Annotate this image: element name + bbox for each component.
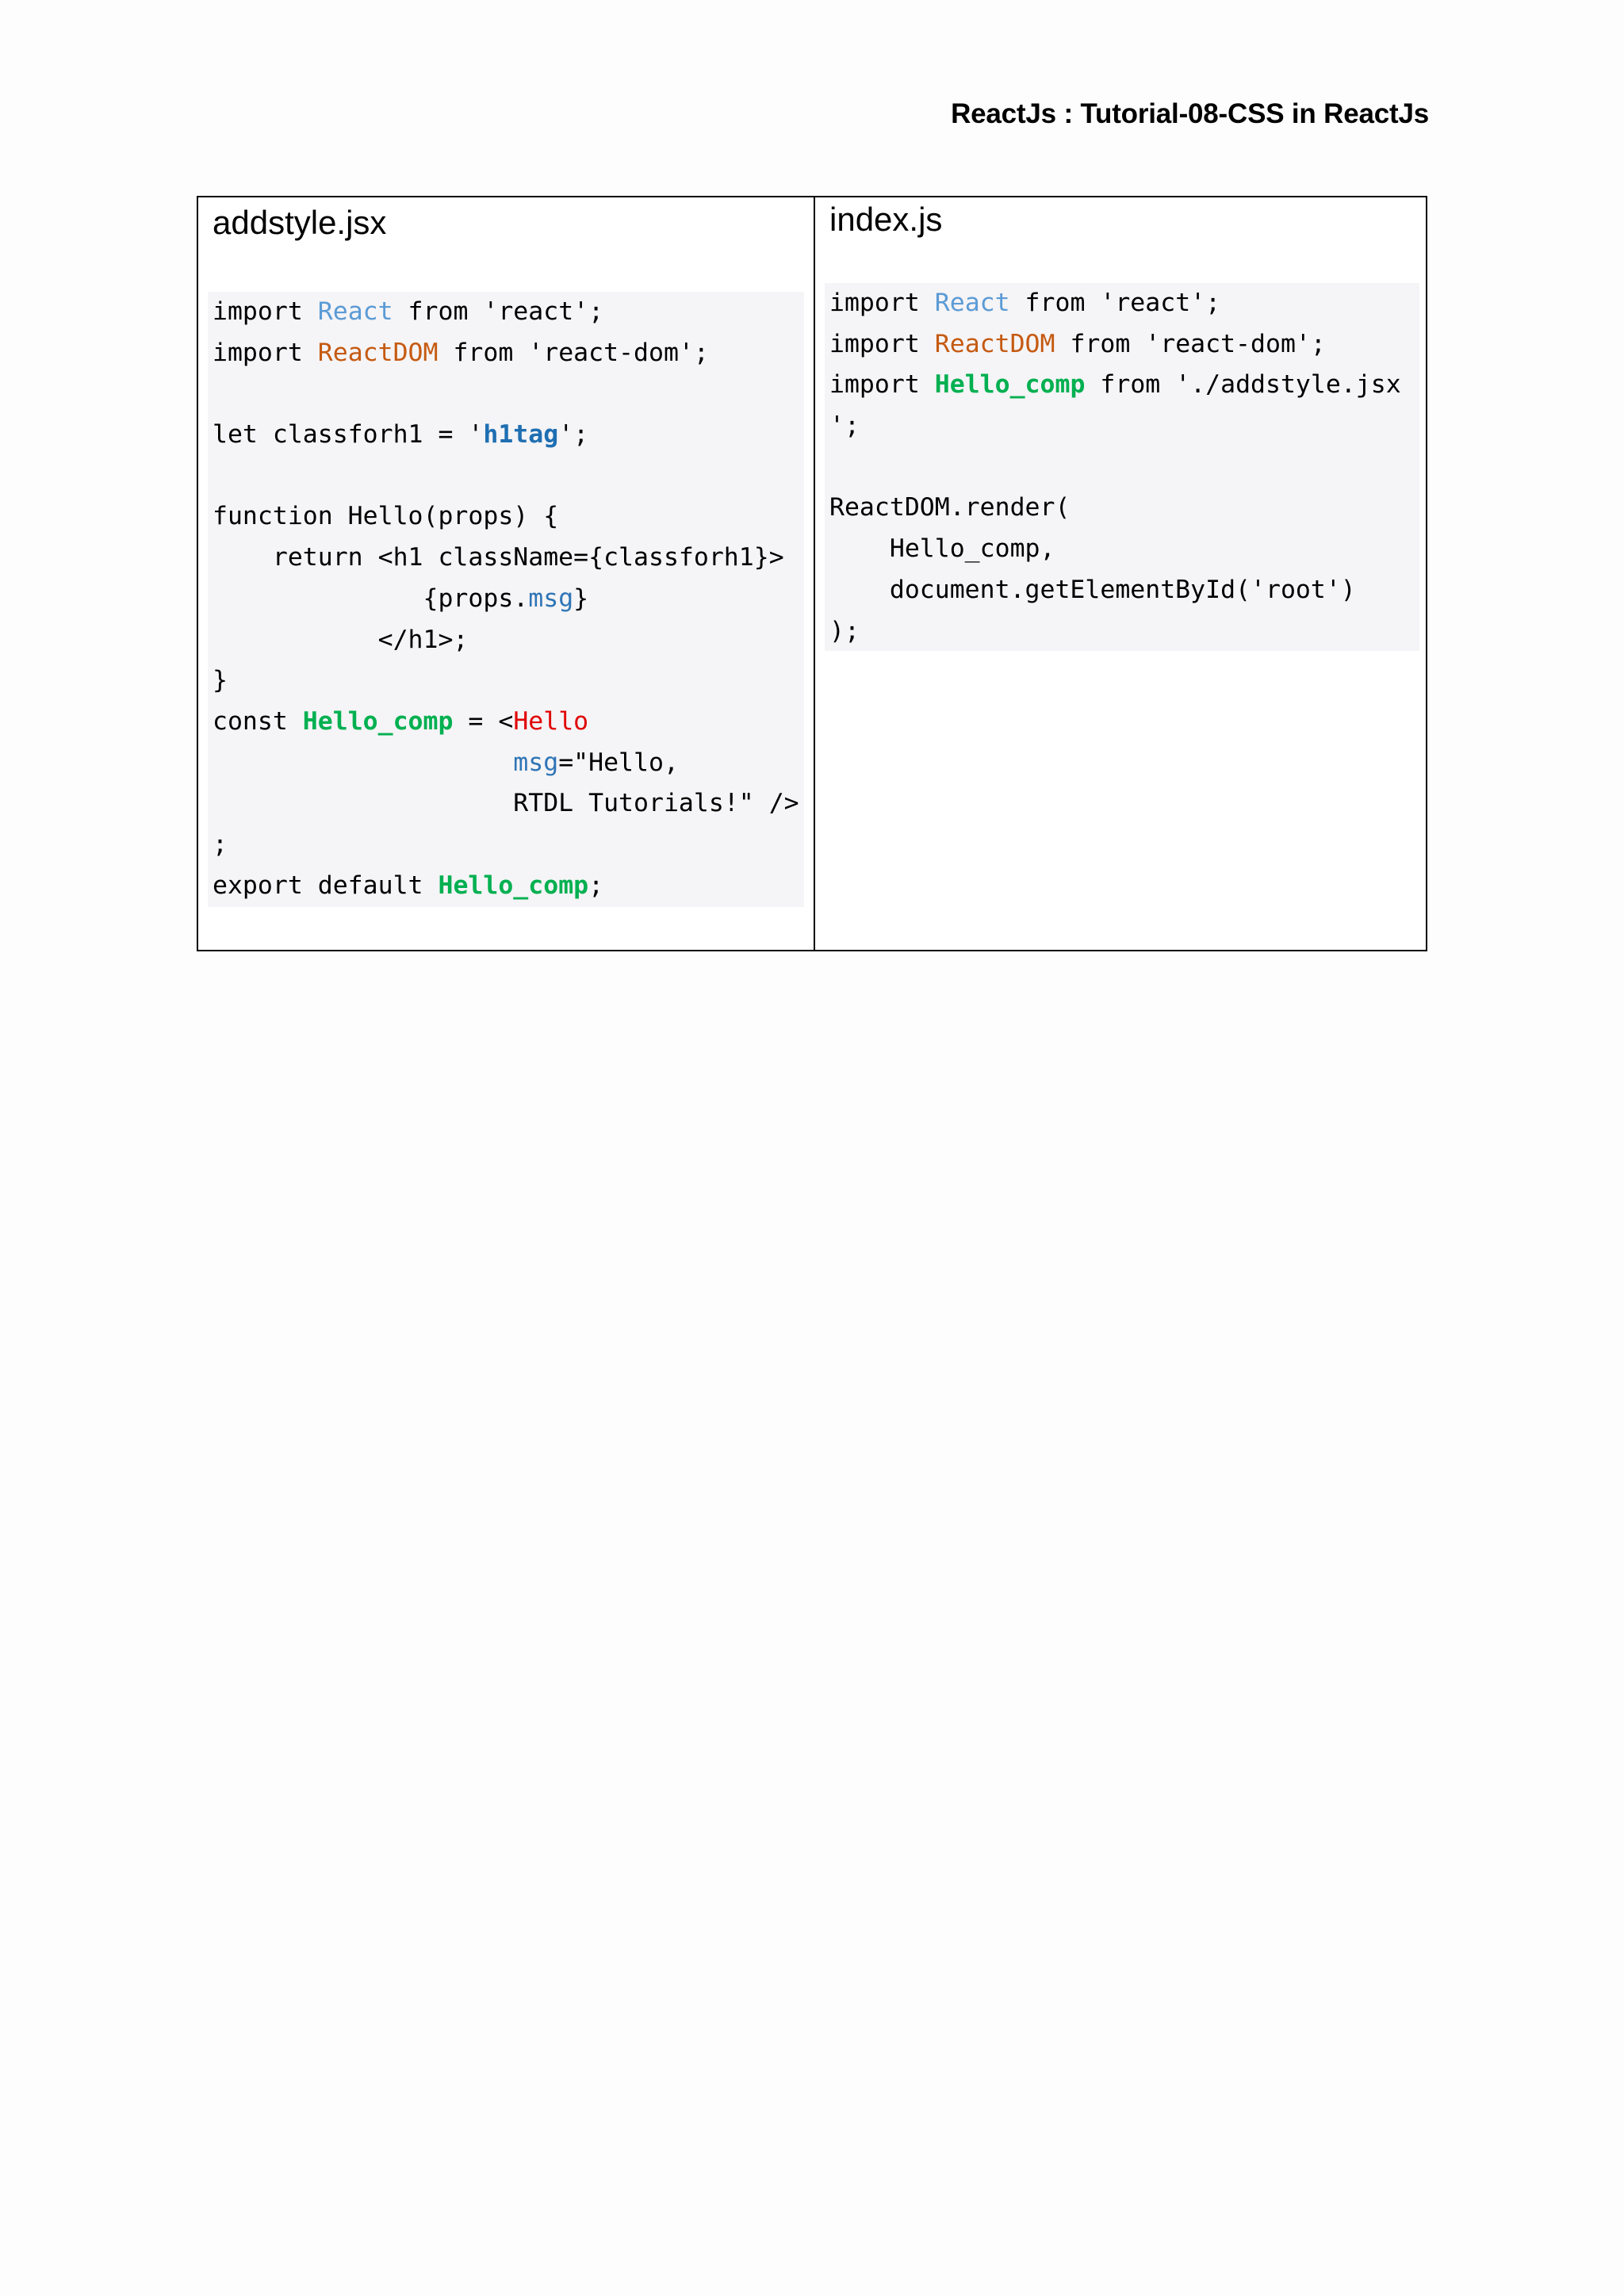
addstyle-code-block	[208, 292, 804, 907]
index-code-block	[825, 283, 1419, 651]
code-token: return <h1 className={classforh1}>	[213, 543, 784, 572]
code-token: import	[829, 289, 935, 317]
code-token: from 'react-dom';	[1055, 329, 1326, 358]
code-line	[213, 702, 804, 743]
code-token: </h1>;	[213, 625, 469, 654]
index-file-cell	[815, 197, 1426, 950]
code-token: from './addstyle.jsx	[1085, 370, 1401, 400]
code-token: ="Hello,	[558, 748, 679, 777]
code-line	[829, 488, 1419, 529]
code-token: document.getElementById('root')	[829, 575, 1356, 604]
code-line	[829, 611, 1419, 652]
code-token: ';	[558, 420, 589, 450]
code-line	[829, 570, 1419, 611]
code-line	[829, 447, 1419, 488]
code-comparison-table	[197, 196, 1427, 951]
code-line	[213, 456, 804, 497]
addstyle-file-cell	[198, 197, 815, 950]
code-line	[213, 866, 804, 907]
code-token	[213, 748, 513, 777]
code-token: ReactDOM	[317, 338, 439, 367]
index-file-title: index.js	[829, 201, 943, 238]
code-token: from 'react-dom';	[438, 338, 709, 367]
code-token: RTDL Tutorials!" />	[213, 789, 799, 818]
code-token: import	[829, 329, 935, 358]
code-token: msg	[528, 584, 574, 613]
code-token: h1tag	[483, 420, 559, 450]
code-line	[213, 660, 804, 702]
code-line	[213, 333, 804, 374]
code-token: const	[213, 706, 303, 736]
code-line	[829, 365, 1419, 406]
code-token: React	[317, 297, 393, 326]
code-token: import	[213, 297, 318, 326]
code-token: );	[829, 616, 860, 645]
code-token: ;	[213, 829, 228, 859]
code-line	[213, 783, 804, 825]
code-line	[829, 283, 1419, 324]
code-token: Hello_comp	[438, 871, 589, 900]
code-token: }	[213, 666, 228, 695]
code-token: function Hello(props) {	[213, 502, 559, 531]
code-token: Hello_comp	[934, 370, 1086, 400]
code-line	[213, 538, 804, 579]
code-token: ;	[588, 871, 604, 900]
code-token: ReactDOM.render(	[829, 493, 1071, 522]
code-line	[829, 324, 1419, 365]
code-line	[213, 292, 804, 333]
code-token: }	[573, 584, 589, 613]
code-line	[213, 743, 804, 784]
code-token: ';	[829, 411, 860, 441]
code-token: import	[213, 338, 318, 367]
code-token: from 'react';	[1009, 289, 1221, 317]
code-token: {props.	[213, 584, 529, 613]
code-line	[213, 415, 804, 456]
code-token: Hello_comp,	[829, 534, 1055, 564]
code-line	[213, 620, 804, 661]
code-token: from 'react';	[393, 297, 604, 326]
code-line	[213, 496, 804, 538]
code-token: Hello_comp	[302, 706, 454, 736]
page-header-title: ReactJs : Tutorial-08-CSS in ReactJs	[951, 98, 1429, 129]
code-token: = <	[453, 706, 514, 736]
code-line	[213, 825, 804, 866]
code-token: ReactDOM	[934, 329, 1055, 358]
addstyle-file-title: addstyle.jsx	[213, 204, 387, 241]
code-line	[829, 529, 1419, 570]
code-token: Hello	[513, 706, 589, 736]
code-token: import	[829, 370, 935, 400]
code-token: msg	[513, 748, 559, 777]
code-line	[213, 373, 804, 415]
code-line	[213, 579, 804, 620]
code-token: React	[934, 289, 1010, 317]
code-token: export default	[213, 871, 439, 900]
code-token: let classforh1 = '	[213, 420, 484, 450]
code-line	[829, 406, 1419, 447]
